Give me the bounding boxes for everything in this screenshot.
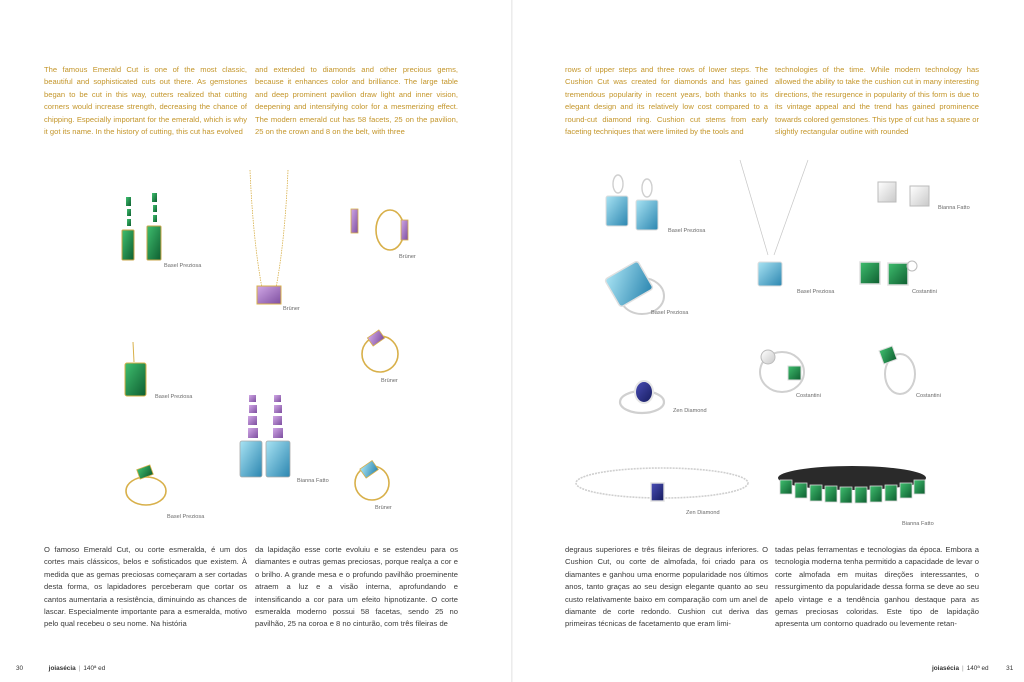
english-column-2: and extended to diamonds and other precious gems, because it enhances color and brilliance. The large table and deep prominent pavilion draw light and inner vision, deepening and intensifying color for a mesmerizing effect. The modern emerald cut has 58 facets, 25 on the pavilion, 25 on the crown and 8 on the belt, with three [255, 65, 458, 137]
edition-left: 140ª ed [83, 665, 106, 672]
english-column-3: rows of upper steps and three rows of lower steps. The Cushion Cut was created for diamonds and has gained tremendous popularity in recent years, both thanks to its elegant design and its relatively low cost compared to a round-cut diamond ring. Cushion cut stems from early faceting techniques that were limited by the tools and [565, 65, 768, 137]
sapphire-tennis-bracelet-photo [576, 468, 748, 501]
caption-right-topaz-ring: Basel Preziosa [651, 310, 689, 316]
amethyst-hoop-earrings-photo [351, 209, 408, 250]
english-column-4: technologies of the time. While modern technology has allowed the ability to take the cushion cut in many interesting directions, the resurgence in popularity of this form is due to its vintage appeal and the trend has gained prominence towards colored gemstones. This type of cut has a square or slightly rectangular outline with rounded [775, 65, 979, 137]
portuguese-column-3: degraus superiores e três fileiras de degraus inferiores. O Cushion Cut, ou corte de almofada, foi criado para os diamantes e ganhou uma enorme popularidade nos últimos anos, tanto graças ao seu design elegante quanto ao seu custo relativamente baixo em comparação com um anel de diamante de corte redondo. Cushion cut deriva das primeiras técnicas de facetamento que eram limi- [565, 545, 768, 629]
caption-right-diamond-studs: Bianna Fatto [938, 205, 970, 211]
caption-left-necklace: Brüner [283, 306, 300, 312]
topaz-cocktail-ring-photo [605, 261, 664, 314]
emerald-pendant-photo [125, 342, 146, 396]
emerald-solitaire-ring-photo [879, 346, 915, 394]
caption-right-sapphire-ring: Zen Diamond [673, 408, 707, 414]
caption-left-topaz-ring: Brüner [375, 505, 392, 511]
caption-right-emerald-bracelet: Bianna Fatto [902, 521, 934, 527]
page-number-right: 31 [1006, 665, 1014, 672]
edition-right: 140ª ed [966, 665, 989, 672]
amethyst-topaz-drop-earrings-photo [240, 395, 290, 477]
caption-left-pendant: Basel Preziosa [155, 394, 193, 400]
caption-right-pendant: Basel Preziosa [797, 289, 835, 295]
portuguese-column-1: O famoso Emerald Cut, ou corte esmeralda, é um dos cortes mais clássicos, belos e sofisticados que existem. À medida que as gemas preciosas começaram a ser cortadas desta forma, os lapidadores perceberam que cortar os cantos aumentaria a resistência, diminuindo as chances de lascar. Especialmente importante para a esmeralda, motivo pelo qual recebeu o seu nome. Na história [44, 545, 247, 629]
caption-right-bracelet: Zen Diamond [686, 510, 720, 516]
emerald-bracelet-photo [778, 466, 926, 503]
magazine-name-right: joiasécia [932, 665, 960, 672]
emerald-ring-photo [126, 465, 166, 505]
folio-right: joiasécia | 140ª ed 31 [932, 665, 1014, 672]
caption-left-drop-earrings: Bianna Fatto [297, 478, 329, 484]
magazine-name-left: joiasécia [48, 665, 76, 672]
amethyst-necklace-photo [250, 170, 288, 304]
folio-left: 30 joiasécia | 140ª ed [16, 665, 106, 672]
caption-left-earrings: Basel Preziosa [164, 263, 202, 269]
caption-left-emerald-ring: Basel Preziosa [167, 514, 205, 520]
portuguese-column-2: da lapidação esse corte evoluiu e se estendeu para os diamantes e outras gemas preciosas, porque realça a cor e o brilho. A grande mesa e o profundo pavilhão proeminente atraem a luz e a visão interna, aprofundando e intensificando a cor para um efeito hipnotizante. O corte esmeralda moderno possui 58 facetas, sendo 25 no pavilhão, 25 na coroa e 8 no cinturão, com três fileiras de [255, 545, 458, 629]
caption-right-emerald-ring: Costantini [916, 393, 941, 399]
caption-right-toi-moi-ring: Costantini [796, 393, 821, 399]
topaz-ring-photo [355, 460, 389, 500]
toi-et-moi-ring-photo [760, 350, 804, 392]
page-number-left: 30 [16, 665, 24, 672]
english-column-1: The famous Emerald Cut is one of the most classic, beautiful and sophisticated cuts out there. As gemstones began to be cut in this way, cutters realized that cutting corners would increase strength, decreasing the chance of chipping. Especially important for the emerald, which is why it got its name. In the history of cutting, this cut has evolved [44, 65, 247, 137]
amethyst-ring-photo [362, 330, 398, 372]
topaz-pendant-photo [740, 160, 808, 286]
emerald-stud-earrings-photo [860, 261, 917, 285]
caption-left-hoops: Brüner [399, 254, 416, 260]
topaz-drop-earrings-photo [606, 175, 658, 230]
caption-left-amethyst-ring: Brüner [381, 378, 398, 384]
portuguese-column-4: tadas pelas ferramentas e tecnologias da época. Embora a tecnologia moderna tenha permitido a capacidade de levar o corte almofada em muitas direções interessantes, o ressurgimento da popularidade dessa forma se deve ao seu apelo vintage e a tendência ganhou destaque para as gemas preciosas coloridas. Este tipo de lapidação apresenta um contorno quadrado ou levemente retan- [775, 545, 979, 629]
diamond-stud-earrings-photo [878, 182, 929, 206]
caption-right-topaz-earrings: Basel Preziosa [668, 228, 706, 234]
sapphire-ring-photo [620, 381, 664, 413]
caption-right-emerald-studs: Costantini [912, 289, 937, 295]
emerald-drop-earrings-photo [122, 193, 161, 260]
